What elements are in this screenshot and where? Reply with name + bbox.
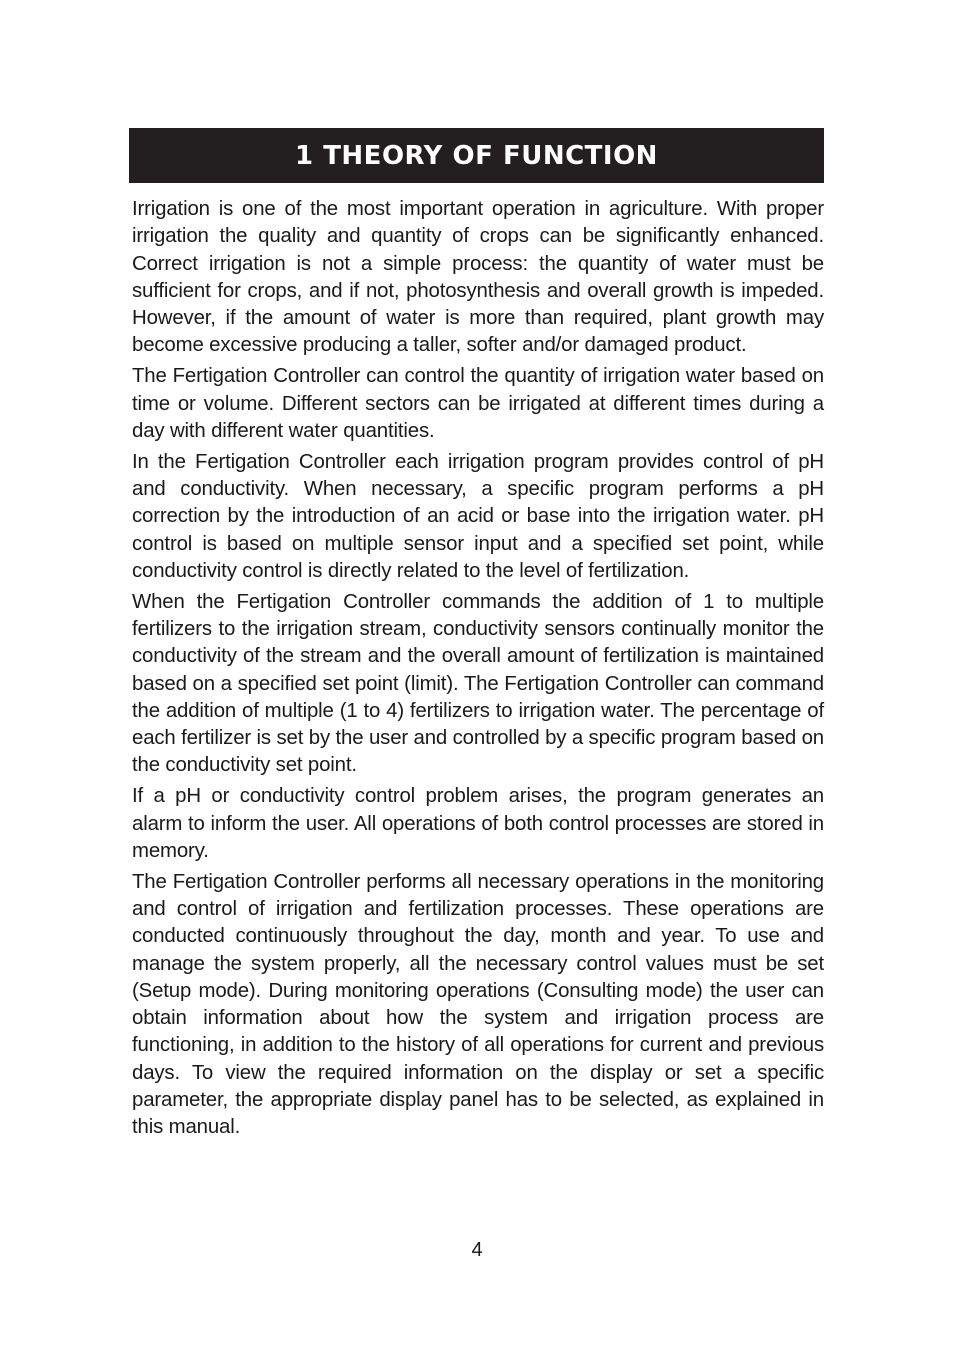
body-text xyxy=(132,196,824,1145)
paragraph-alarm: If a pH or conductivity control problem arises, the program generates an alarm to inform the user. All operations of both control processes are stored in memory. xyxy=(132,785,824,862)
section-title: 1 THEORY OF FUNCTION xyxy=(295,140,658,171)
paragraph-fertilizer-addition: When the Fertigation Controller commands the addition of 1 to multiple fertilizers to the irrigation stream, conductivity sensors continually monitor the conductivity of the stream and the overall amount of fertilization is maintained based on a specified set point (limit). The Fertigation Controller can command the addition of multiple (1 to 4) fertilizers to irrigation water. The percentage of each fertilizer is set by the user and controlled by a specific program based on the conductivity set point. xyxy=(132,590,824,777)
section-header-banner xyxy=(129,128,824,183)
paragraph-operations: The Fertigation Controller performs all necessary operations in the monitoring and control of irrigation and fertilization processes. These operations are conducted continuously throughout the day, month and year. To use and manage the system properly, all the necessary control values must be set (Setup mode). During monitoring operations (Consulting mode) the user can obtain information about how the system and irrigation process are functioning, in addition to the history of all operations for current and previous days. To view the required information on the display or set a specific parameter, the appropriate display panel has to be selected, as explained in this manual. xyxy=(132,870,824,1139)
paragraph-irrigation-importance: Irrigation is one of the most important operation in agriculture. With proper irrigation the quality and quantity of crops can be significantly enhanced. Correct irrigation is not a simple process: the quantity of water must be sufficient for crops, and if not, photosynthesis and overall growth is impeded. However, if the amount of water is more than required, plant growth may become excessive producing a taller, softer and/or damaged product. xyxy=(132,198,824,357)
paragraph-ph-conductivity: In the Fertigation Controller each irrigation program provides control of pH and conductivity. When necessary, a specific program performs a pH correction by the introduction of an acid or base into the irrigation water. pH control is based on multiple sensor input and a specified set point, while conductivity control is directly related to the level of fertilization. xyxy=(132,450,824,582)
page-number: 4 xyxy=(471,1239,483,1261)
paragraph-irrigation-control: The Fertigation Controller can control the quantity of irrigation water based on time or volume. Different sectors can be irrigated at different times during a day with different water quantities. xyxy=(132,365,824,442)
